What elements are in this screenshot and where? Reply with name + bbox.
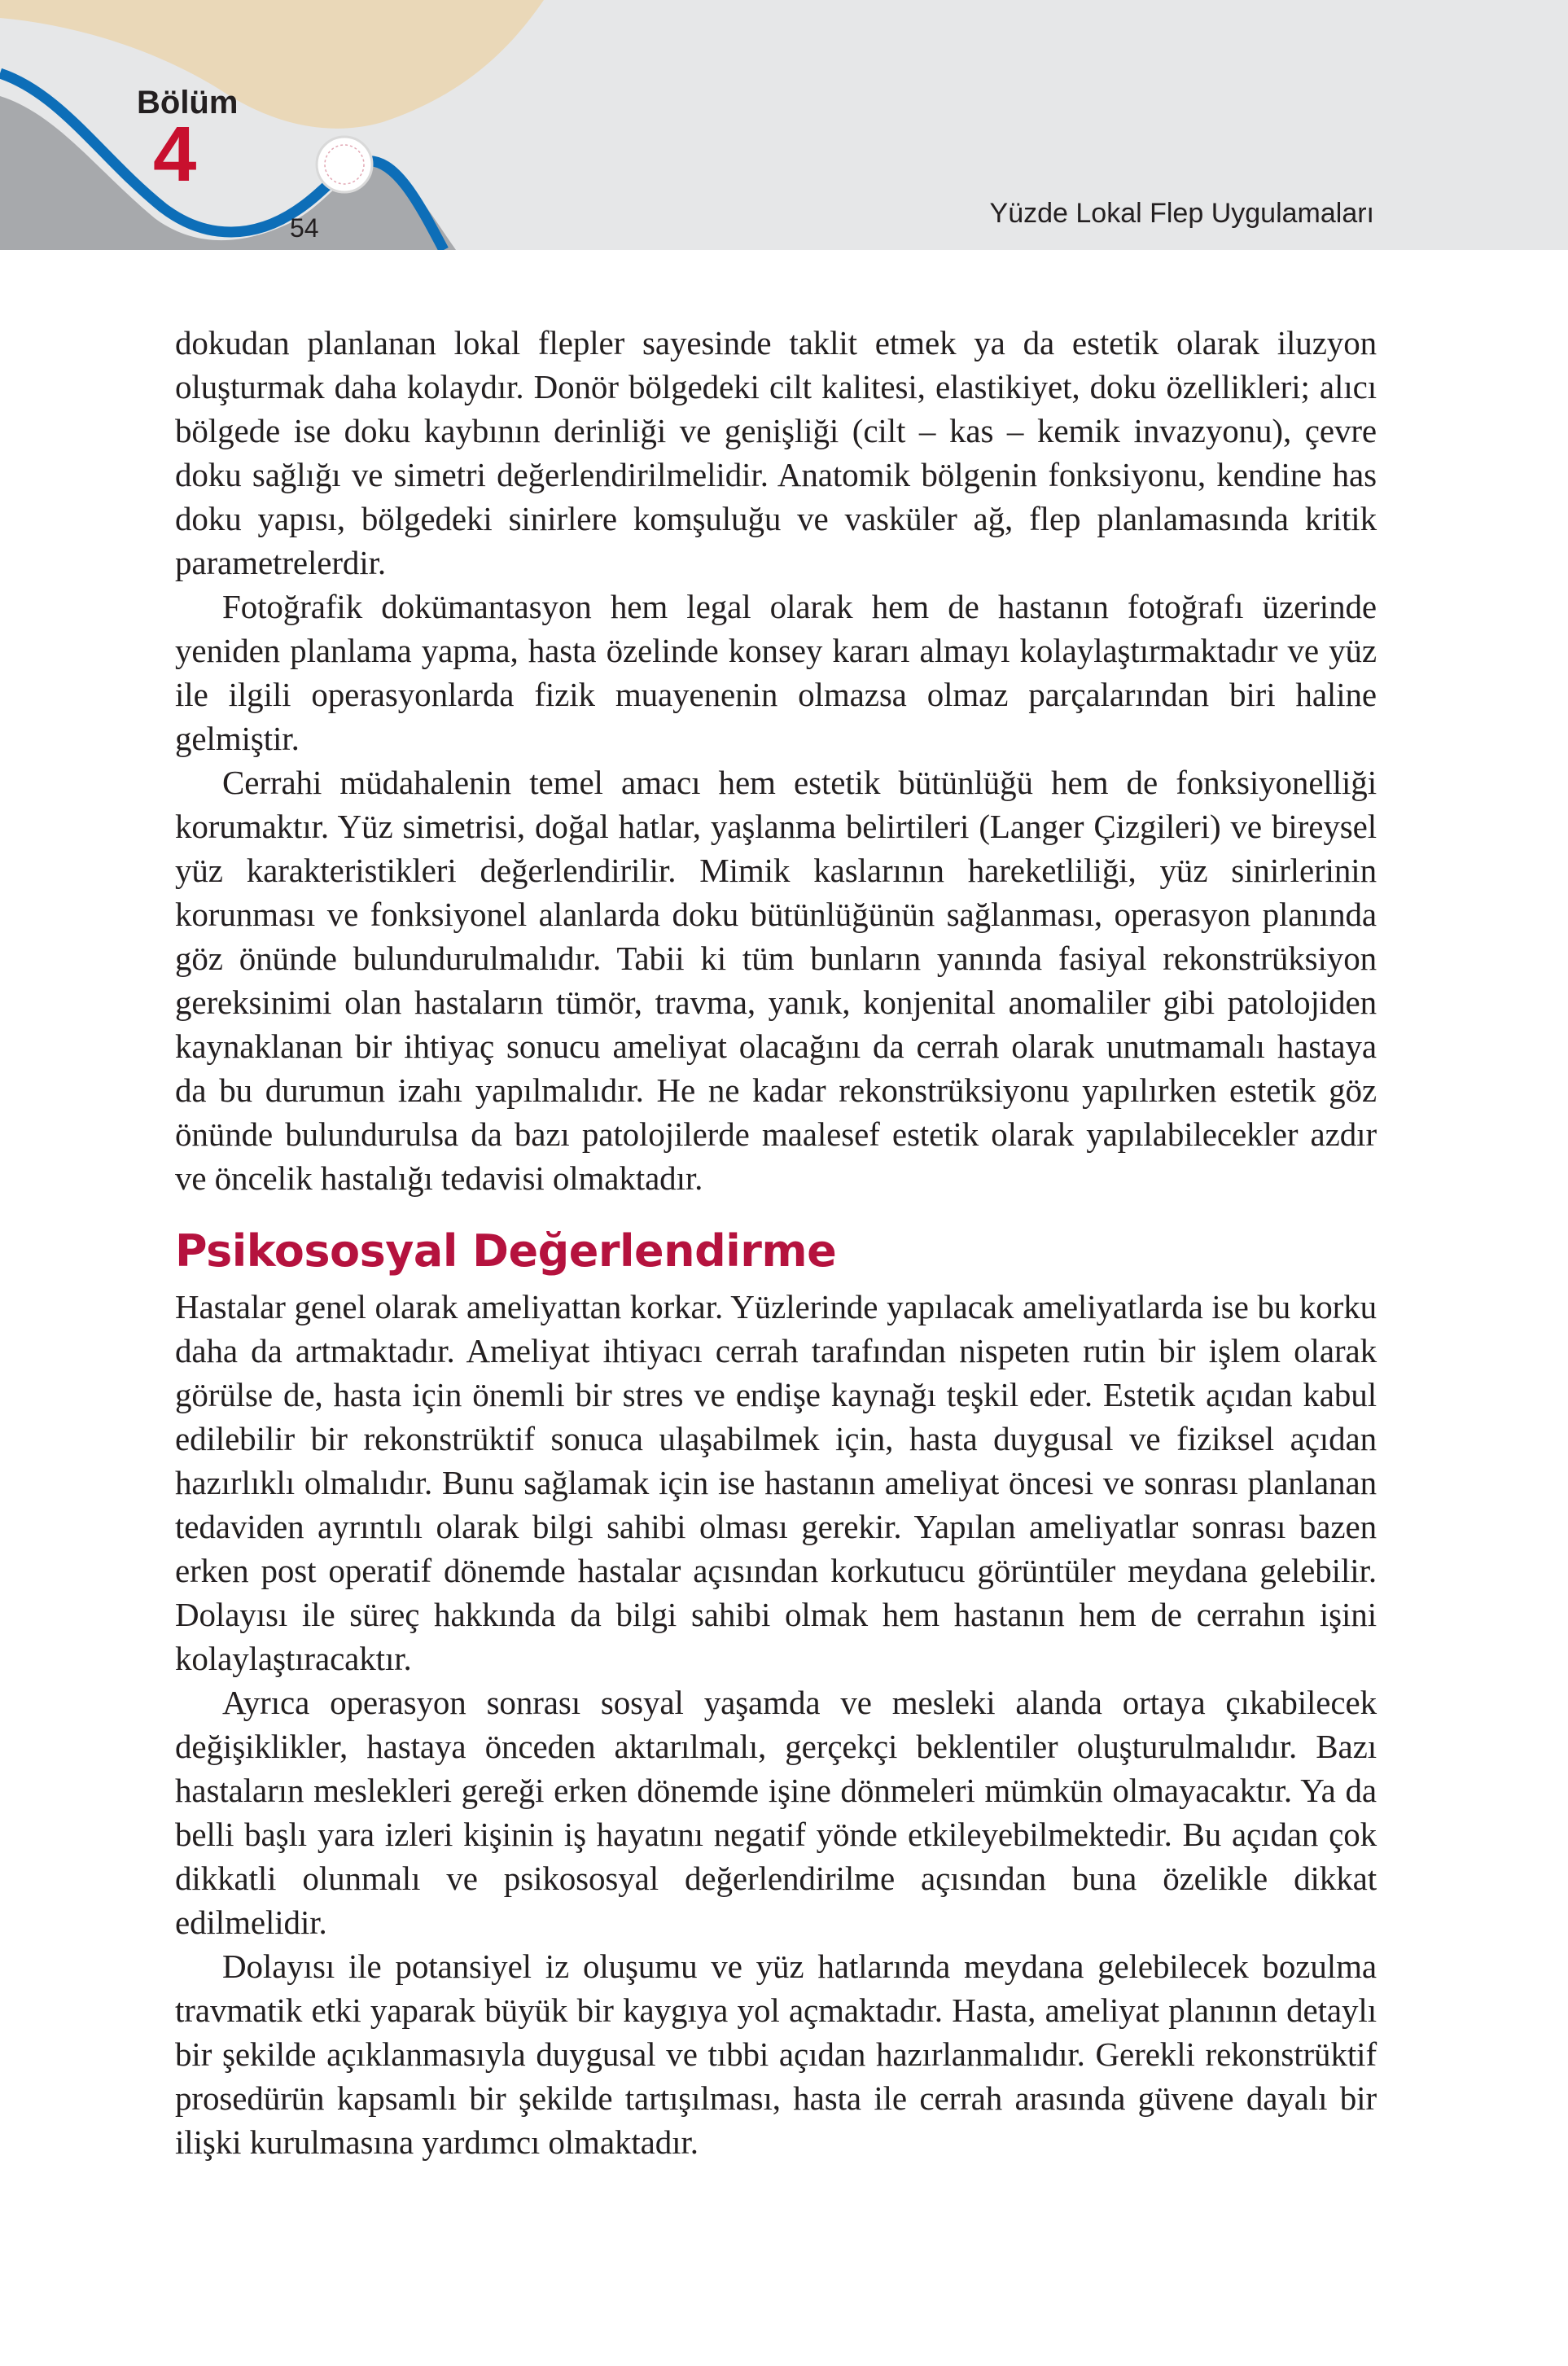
header-wave-decoration [0, 0, 570, 250]
page-number: 54 [290, 213, 319, 243]
running-title: Yüzde Lokal Flep Uygulamaları [989, 198, 1374, 229]
paragraph: Fotoğrafik dokümantasyon hem legal olarak hem de hastanın fotoğrafı üzerinde yeniden planlama yapma, hasta özelinde konsey kararı almayı kolaylaştırmaktadır ve yüz ile ilgili operasyonlarda fizik muayenenin olmazsa olmaz parçalarından biri haline gelmiştir. [175, 588, 1377, 757]
paragraph: Dolayısı ile potansiyel iz oluşumu ve yüz hatlarında meydana gelebilecek bozulma travmatik etki yaparak büyük bir kaygıya yol açmaktadır. Hasta, ameliyat planının detaylı bir şekilde açıklanmasıyla duygusal ve tıbbi açıdan hazırlanmalıdır. Gerekli rekonstrüktif prosedürün kapsamlı bir şekilde tartışılması, hasta ile cerrah arasında güvene dayalı bir ilişki kurulmasına yardımcı olmaktadır. [175, 1948, 1377, 2161]
page-header [0, 0, 1568, 250]
section-heading: Psikososyal Değerlendirme [175, 1225, 837, 1277]
paragraph: Cerrahi müdahalenin temel amacı hem estetik bütünlüğü hem de fonksiyonelliği korumaktır. Yüz simetrisi, doğal hatlar, yaşlanma belirtileri (Langer Çizgileri) ve bireysel yüz karakteristikleri değerlendirilir. Mimik kaslarının hareketliliği, yüz sinirlerinin korunması ve fonksiyonel alanlarda doku bütünlüğünün sağlanması, operasyon planında göz önünde bulundurulmalıdır. Tabii ki tüm bunların yanında fasiyal rekonstrüksiyon gereksinimi olan hastaların tümör, travma, yanık, konjenital anomaliler gibi patolojiden kaynaklanan bir ihtiyaç sonucu ameliyat olacağını da cerrah olarak unutmamalı hastaya da bu durumun izahı yapılmalıdır. He ne kadar rekonstrüksiyonu yapılırken estetik göz önünde bulundurulsa da bazı patolojilerde maalesef estetik olarak yapılabilecekler azdır ve öncelik hastalığı tedavisi olmaktadır. [175, 764, 1377, 1197]
tan-shape [0, 0, 544, 129]
chapter-number: 4 [153, 111, 197, 198]
paragraph: dokudan planlanan lokal flepler sayesinde taklit etmek ya da estetik olarak iluzyon oluşturmak daha kolaydır. Donör bölgedeki cilt kalitesi, elastikiyet, doku özellikleri; alıcı bölgede ise doku kaybının derinliği ve genişliği (cilt – kas – kemik invazyonu), çevre doku sağlığı ve simetri değerlendirilmelidir. Anatomik bölgenin fonksiyonu, kendine has doku yapısı, bölgedeki sinirlere komşuluğu ve vasküler ağ, flep planlamasında kritik parametrelerdir. [175, 324, 1377, 581]
body-text [175, 321, 1377, 2164]
paragraph: Hastalar genel olarak ameliyattan korkar. Yüzlerinde yapılacak ameliyatlarda ise bu korku daha da artmaktadır. Ameliyat ihtiyacı cerrah tarafından nispeten rutin bir işlem olarak görülse de, hasta için önemli bir stres ve endişe kaynağı teşkil eder. Estetik açıdan kabul edilebilir bir rekonstrüktif sonuca ulaşabilmek için, hasta duygusal ve fiziksel açıdan hazırlıklı olmalıdır. Bunu sağlamak için ise hastanın ameliyat öncesi ve sonrası planlanan tedaviden ayrıntılı olarak bilgi sahibi olması gerekir. Yapılan ameliyatlar sonrası bazen erken post operatif dönemde hastalar açısından korkutucu görüntüler meydana gelebilir. Dolayısı ile süreç hakkında da bilgi sahibi olmak hem hastanın hem de cerrahın işini kolaylaştıracaktır. [175, 1288, 1377, 1677]
paragraph: Ayrıca operasyon sonrası sosyal yaşamda ve mesleki alanda ortaya çıkabilecek değişiklikler, hastaya önceden aktarılmalı, gerçekçi beklentiler oluşturulmalıdır. Bazı hastaların meslekleri gereği erken dönemde işine dönmeleri mümkün olmayacaktır. Ya da belli başlı yara izleri kişinin iş hayatını negatif yönde etkileyebilmektedir. Bu açıdan çok dikkatli olunmalı ve psikososyal değerlendirilme açısından buna özelikle dikkat edilmelidir. [175, 1684, 1377, 1941]
chapter-label: Bölüm [137, 85, 239, 120]
